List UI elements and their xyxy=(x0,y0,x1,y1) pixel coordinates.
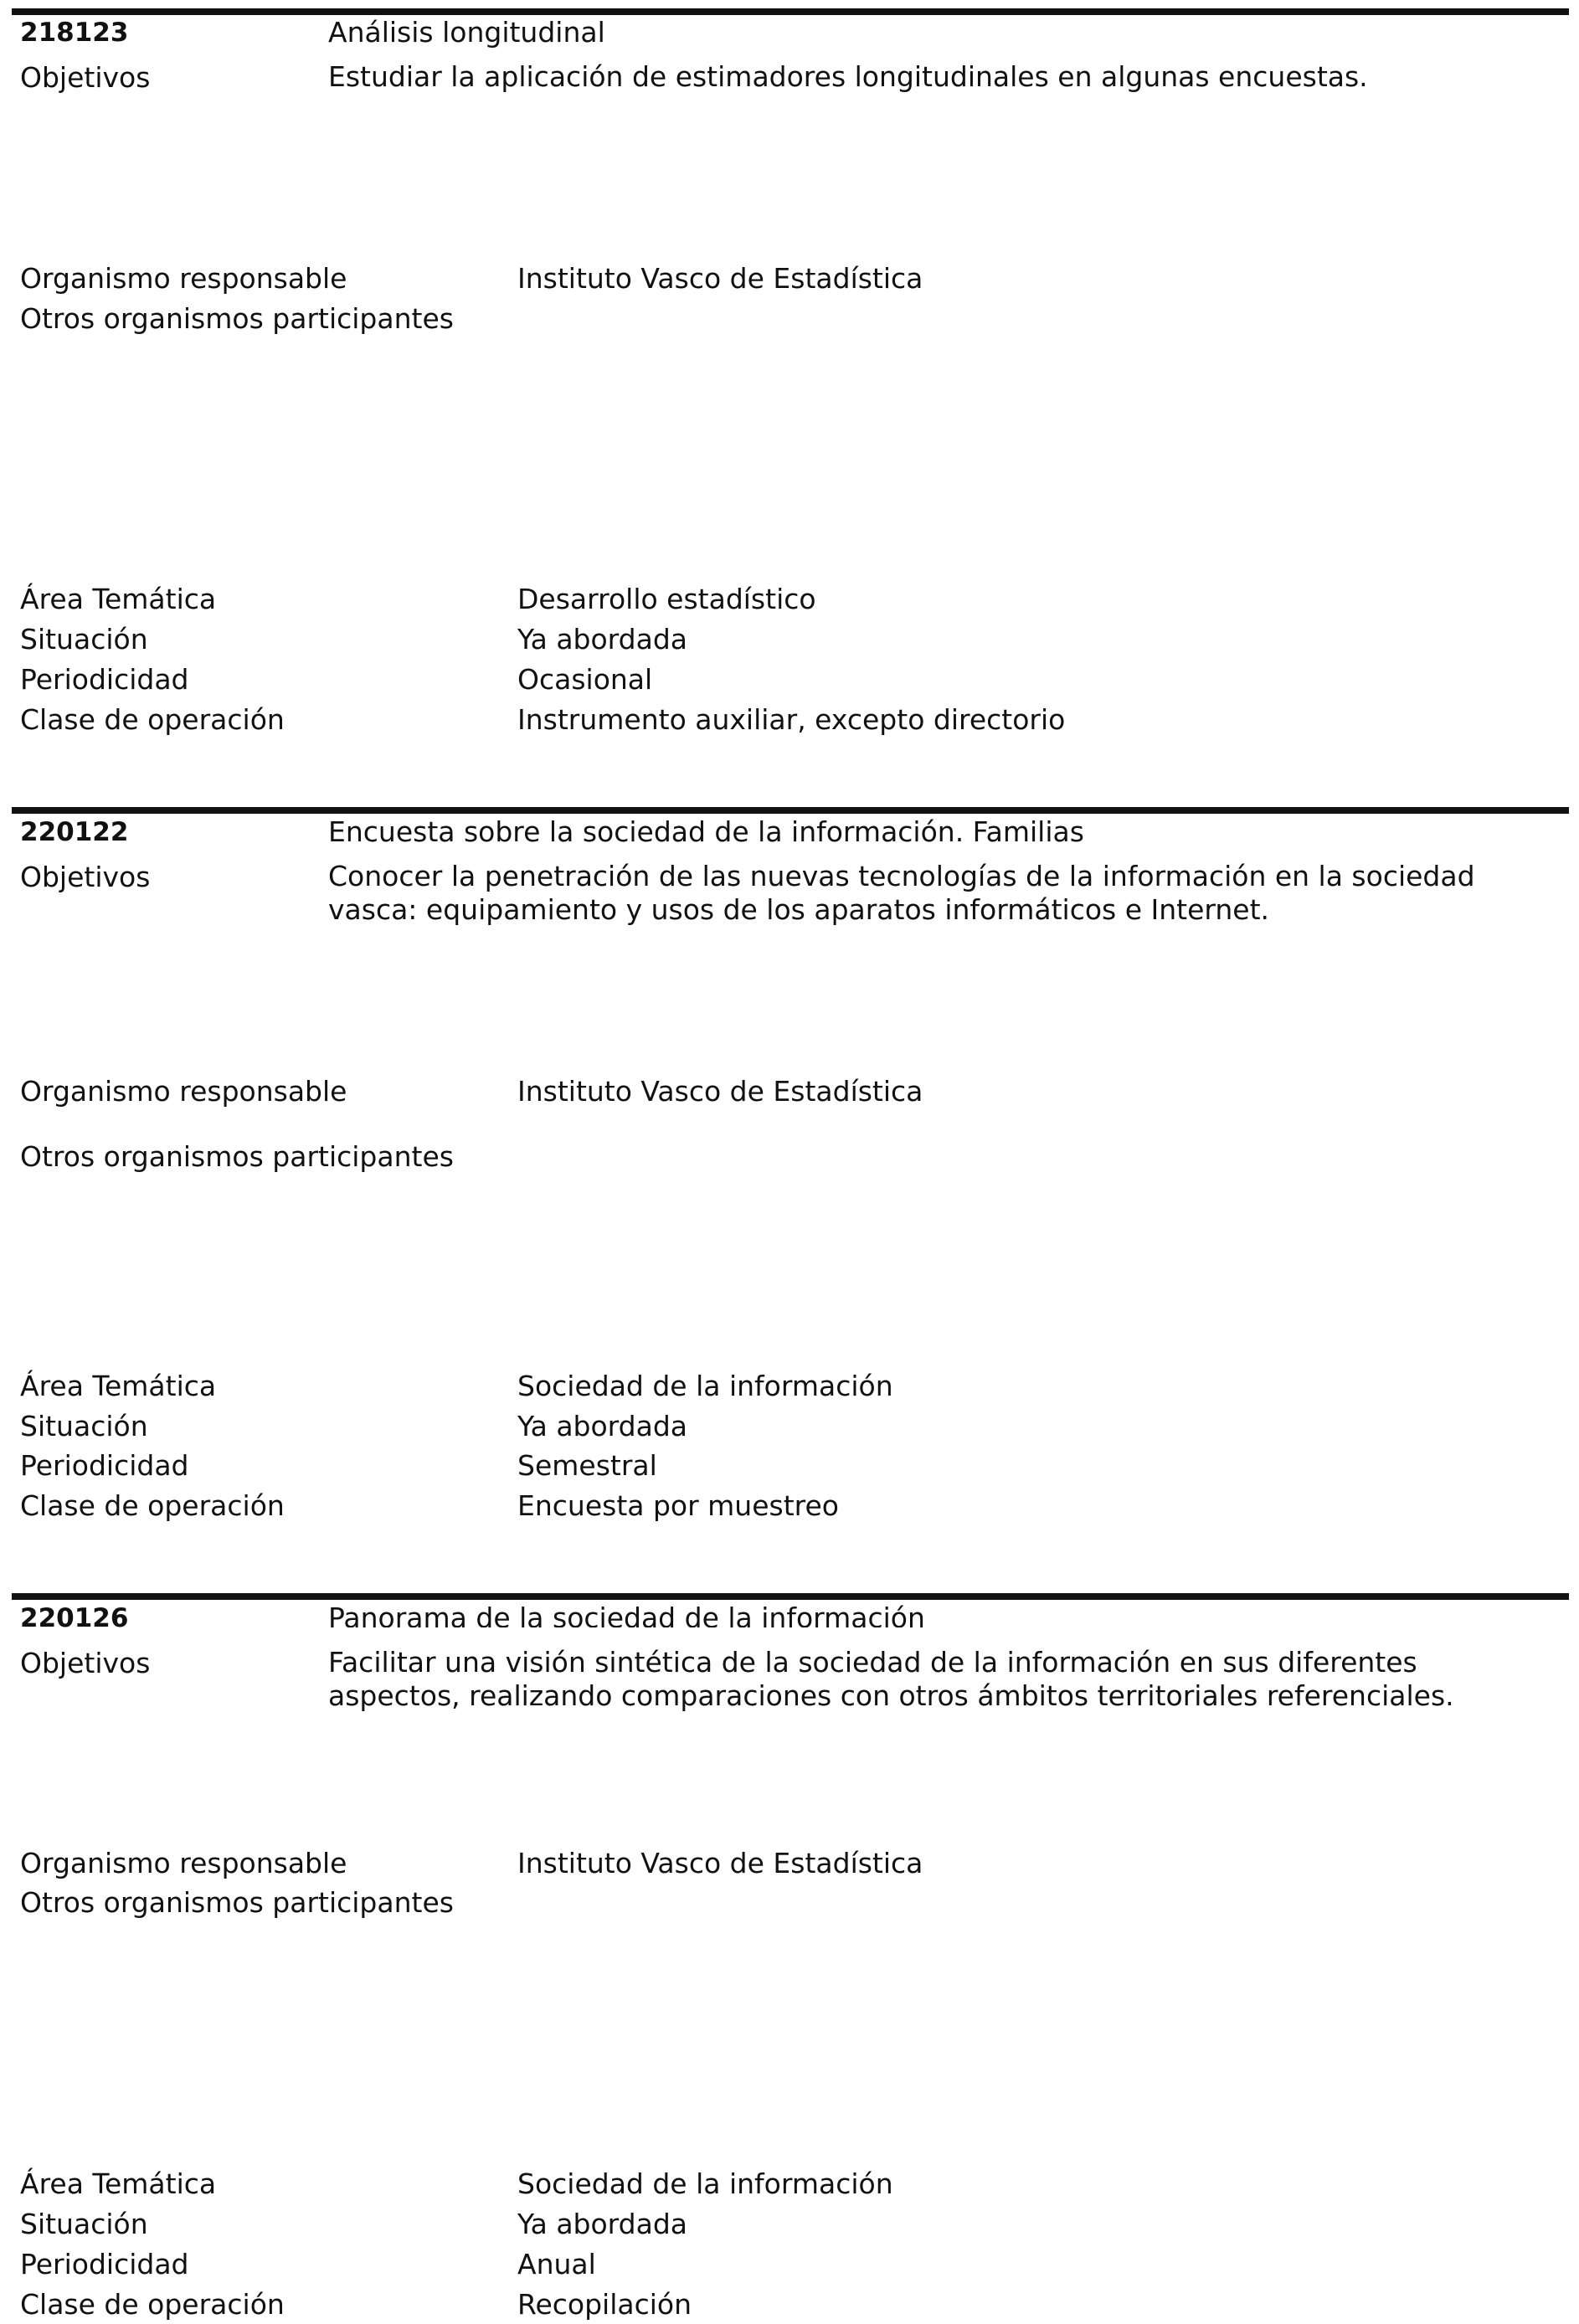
otros-organismos-label: Otros organismos participantes xyxy=(20,1140,454,1173)
entry-title: Panorama de la sociedad de la información xyxy=(328,1604,925,1627)
organismo-label: Organismo responsable xyxy=(20,1075,347,1108)
objetivos-text: Estudiar la aplicación de estimadores longitudinales en algunas encuestas. xyxy=(328,60,1368,93)
periodicidad-label: Periodicidad xyxy=(20,1449,189,1482)
organismo-value: Instituto Vasco de Estadística xyxy=(517,262,923,295)
situacion-label: Situación xyxy=(20,1410,148,1442)
entry-divider xyxy=(12,8,1569,15)
periodicidad-label: Periodicidad xyxy=(20,663,189,696)
clase-value: Recopilación xyxy=(517,2288,692,2321)
entry-code: 220122 xyxy=(20,817,129,847)
entry-code: 218123 xyxy=(20,18,129,48)
clase-label: Clase de operación xyxy=(20,703,285,736)
organismo-label: Organismo responsable xyxy=(20,1847,347,1879)
entry-code: 220126 xyxy=(20,1606,129,1629)
area-value: Desarrollo estadístico xyxy=(517,583,816,615)
organismo-label: Organismo responsable xyxy=(20,262,347,295)
entry-divider xyxy=(12,807,1569,814)
situacion-value: Ya abordada xyxy=(517,2208,688,2240)
periodicidad-value: Semestral xyxy=(517,1449,657,1482)
objetivos-text: Facilitar una visión sintética de la sociedad de la información en sus diferentes aspectos, realizando comparaciones con otros ámbitos territoriales referenciales. xyxy=(328,1646,1454,1712)
situacion-label: Situación xyxy=(20,2208,148,2240)
objetivos-label: Objetivos xyxy=(20,861,151,893)
area-label: Área Temática xyxy=(20,2167,217,2200)
situacion-value: Ya abordada xyxy=(517,623,688,656)
objetivos-text: Conocer la penetración de las nuevas tecnologías de la información en la sociedad vasca: equipamiento y usos de los aparatos informáticos e Internet. xyxy=(328,860,1475,926)
entry-title: Encuesta sobre la sociedad de la información. Familias xyxy=(328,815,1084,848)
entry-title: Análisis longitudinal xyxy=(328,16,605,49)
periodicidad-value: Anual xyxy=(517,2248,596,2280)
clase-value: Instrumento auxiliar, excepto directorio xyxy=(517,703,1066,736)
organismo-value: Instituto Vasco de Estadística xyxy=(517,1847,923,1879)
otros-organismos-label: Otros organismos participantes xyxy=(20,302,454,335)
area-label: Área Temática xyxy=(20,1370,217,1402)
objetivos-label: Objetivos xyxy=(20,1647,151,1679)
clase-label: Clase de operación xyxy=(20,2288,285,2321)
periodicidad-label: Periodicidad xyxy=(20,2248,189,2280)
organismo-value: Instituto Vasco de Estadística xyxy=(517,1075,923,1108)
area-value: Sociedad de la información xyxy=(517,2167,893,2200)
entry-divider xyxy=(12,1593,1569,1600)
periodicidad-value: Ocasional xyxy=(517,663,653,696)
objetivos-label: Objetivos xyxy=(20,61,151,94)
area-value: Sociedad de la información xyxy=(517,1370,893,1402)
otros-organismos-label: Otros organismos participantes xyxy=(20,1886,454,1919)
situacion-value: Ya abordada xyxy=(517,1410,688,1442)
clase-value: Encuesta por muestreo xyxy=(517,1489,839,1522)
area-label: Área Temática xyxy=(20,583,217,615)
situacion-label: Situación xyxy=(20,623,148,656)
clase-label: Clase de operación xyxy=(20,1489,285,1522)
